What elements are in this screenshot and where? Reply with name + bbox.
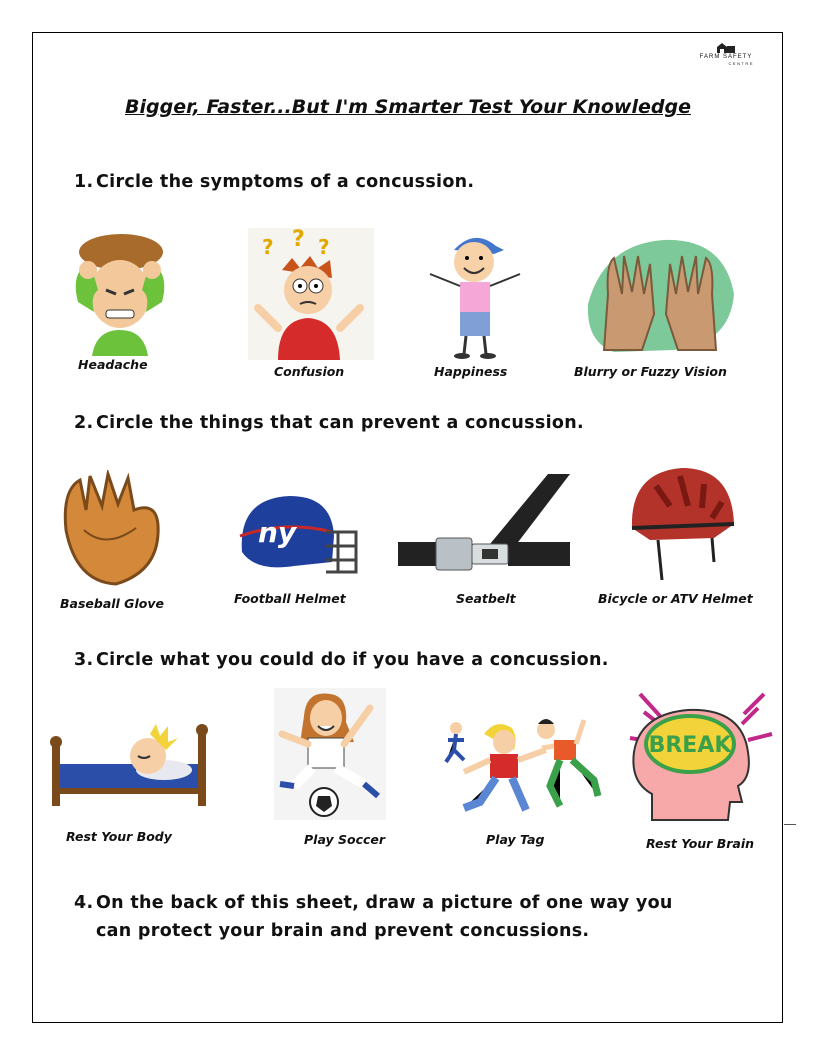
question-mark: ?: [262, 235, 274, 259]
farm-safety-logo: [694, 42, 758, 68]
question-text: Circle what you could do if you have a concussion.: [96, 650, 609, 670]
question-4: [74, 889, 673, 945]
caption-play-tag: Play Tag: [486, 832, 545, 847]
caption-rest-brain: Rest Your Brain: [646, 836, 755, 851]
bicycle-helmet-image[interactable]: [626, 462, 738, 582]
logo-subtext: CENTRE: [728, 61, 754, 66]
football-helmet-icon: [236, 492, 360, 578]
headache-image[interactable]: [66, 232, 172, 356]
logo-text: FARM SAFETY: [699, 54, 753, 60]
question-number: 2.: [74, 413, 94, 433]
question-number: 3.: [74, 650, 94, 670]
play-soccer-image[interactable]: [274, 688, 386, 820]
barn-icon: [715, 42, 737, 54]
sleeping-boy-icon: [48, 716, 214, 806]
question-3: [74, 650, 609, 670]
question-1: [74, 172, 474, 192]
question-mark: ?: [318, 235, 330, 259]
caption-bicycle-helmet: Bicycle or ATV Helmet: [598, 591, 753, 606]
caption-rest-body: Rest Your Body: [66, 829, 172, 844]
blurry-hands-icon: [584, 234, 736, 354]
soccer-girl-icon: [274, 688, 386, 820]
baseball-glove-image[interactable]: [56, 470, 166, 588]
football-helmet-image[interactable]: [236, 492, 360, 578]
question-text-continued: can protect your brain and prevent concussions.: [96, 921, 590, 941]
happiness-image[interactable]: [424, 228, 526, 360]
confusion-image[interactable]: [248, 228, 374, 360]
bicycle-helmet-icon: [626, 462, 738, 582]
caption-seatbelt: Seatbelt: [456, 591, 516, 606]
brain-break-text: BREAK: [648, 733, 732, 758]
rest-brain-image[interactable]: [626, 690, 776, 826]
happy-boy-icon: [424, 228, 526, 360]
rest-body-image[interactable]: [48, 716, 214, 806]
caption-play-soccer: Play Soccer: [304, 832, 386, 847]
helmet-logo: ny: [258, 516, 297, 549]
confused-boy-icon: [248, 228, 374, 360]
question-number: 4.: [74, 893, 94, 913]
brain-break-icon: [626, 690, 776, 826]
caption-blurry-vision: Blurry or Fuzzy Vision: [574, 364, 727, 379]
seatbelt-image[interactable]: [398, 474, 570, 576]
headache-icon: [66, 232, 172, 356]
edge-mark: [784, 824, 796, 825]
question-number: 1.: [74, 172, 94, 192]
question-text: On the back of this sheet, draw a picture of one way you: [96, 893, 673, 913]
caption-happiness: Happiness: [434, 364, 508, 379]
caption-football-helmet: Football Helmet: [234, 591, 346, 606]
caption-confusion: Confusion: [274, 364, 345, 379]
blurry-vision-image[interactable]: [584, 234, 736, 354]
play-tag-image[interactable]: [434, 710, 610, 814]
baseball-glove-icon: [56, 470, 166, 588]
seatbelt-icon: [398, 474, 570, 576]
kids-running-icon: [434, 710, 610, 814]
question-2: [74, 413, 584, 433]
page-title: Bigger, Faster...But I'm Smarter Test Your Knowledge: [125, 96, 691, 118]
caption-baseball-glove: Baseball Glove: [60, 596, 164, 611]
question-text: Circle the things that can prevent a concussion.: [96, 413, 584, 433]
question-mark: ?: [292, 228, 305, 252]
question-text: Circle the symptoms of a concussion.: [96, 172, 475, 192]
caption-headache: Headache: [78, 357, 148, 372]
